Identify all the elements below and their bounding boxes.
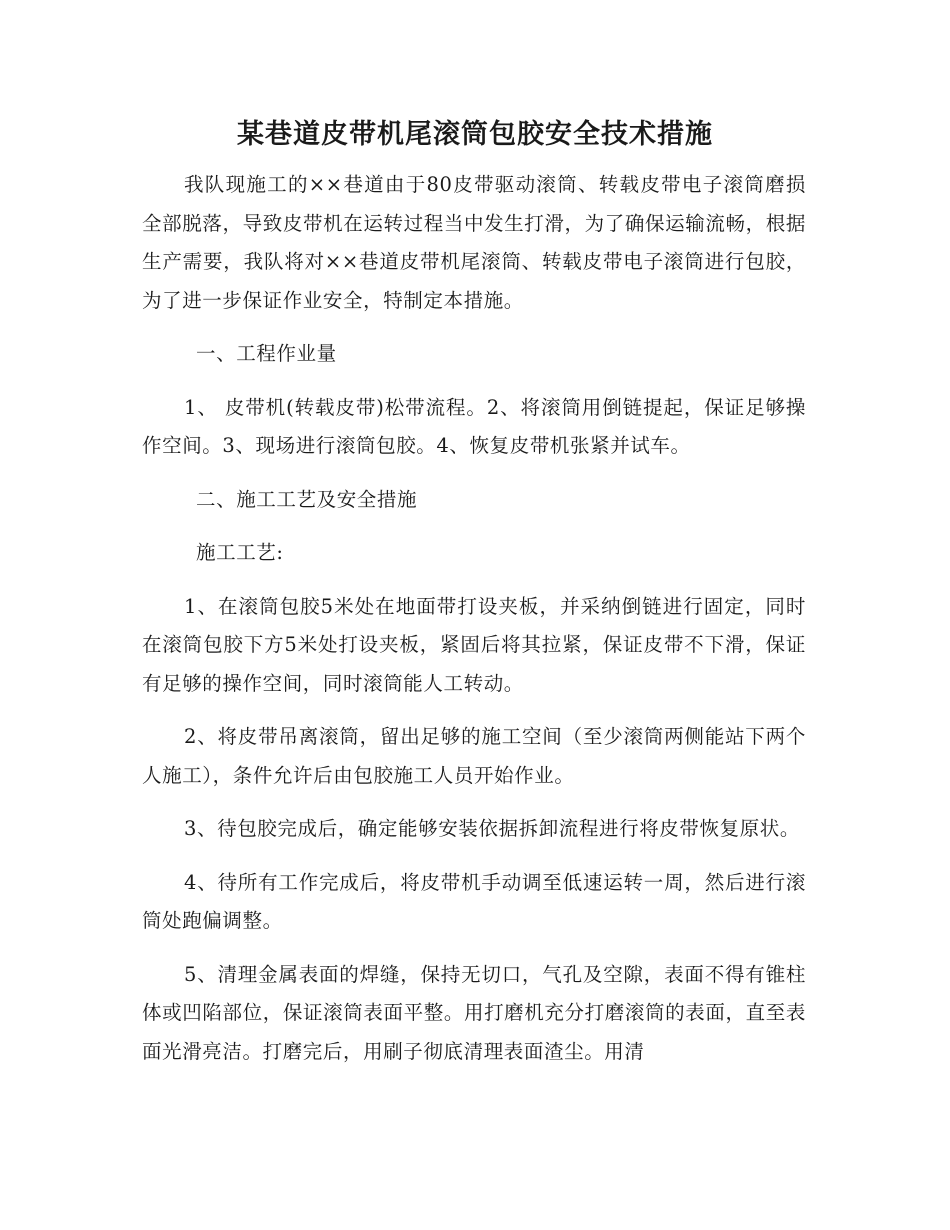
- step-paragraph-3: 3、待包胶完成后，确定能够安装依据拆卸流程进行将皮带恢复原状。: [184, 817, 801, 840]
- document-title: 某巷道皮带机尾滚筒包胶安全技术措施: [237, 119, 713, 150]
- step-paragraph-1: 1、在滚筒包胶5米处在地面带打设夹板，并采纳倒链进行固定，同时在滚筒包胶下方5米处打设夹板，紧固后将其拉紧，保证皮带不下滑，保证有足够的操作空间，同时滚筒能人工转动。: [142, 594, 806, 695]
- step-paragraph-4: 4、待所有工作完成后，将皮带机手动调至低速运转一周，然后进行滚筒处跑偏调整。: [142, 870, 806, 932]
- section1-paragraph: 1、 皮带机(转载皮带)松带流程。2、将滚筒用倒链提起，保证足够操作空间。3、现场进行滚筒包胶。4、恢复皮带机张紧并试车。: [142, 395, 806, 457]
- section-heading-1: 一、工程作业量: [196, 342, 337, 365]
- step-paragraph-5: 5、清理金属表面的焊缝，保持无切口，气孔及空隙，表面不得有锥柱体或凹陷部位，保证滚筒表面平整。用打磨机充分打磨滚筒的表面，直至表面光滑亮洁。打磨完后，用刷子彻底清理表面渣尘。用清: [142, 962, 806, 1063]
- intro-paragraph: 我队现施工的××巷道由于80皮带驱动滚筒、转载皮带电子滚筒磨损全部脱落，导致皮带机在运转过程当中发生打滑，为了确保运输流畅，根据生产需要，我队将对××巷道皮带机尾滚筒、转载皮带电子滚筒进行包胶，为了进一步保证作业安全，特制定本措施。: [142, 173, 806, 312]
- step-paragraph-2: 2、将皮带吊离滚筒，留出足够的施工空间（至少滚筒两侧能站下两个人施工），条件允许后由包胶施工人员开始作业。: [142, 725, 806, 787]
- document-body: [142, 166, 806, 1071]
- subheading-process: 施工工艺:: [196, 541, 284, 564]
- section-heading-2: 二、施工工艺及安全措施: [196, 487, 418, 511]
